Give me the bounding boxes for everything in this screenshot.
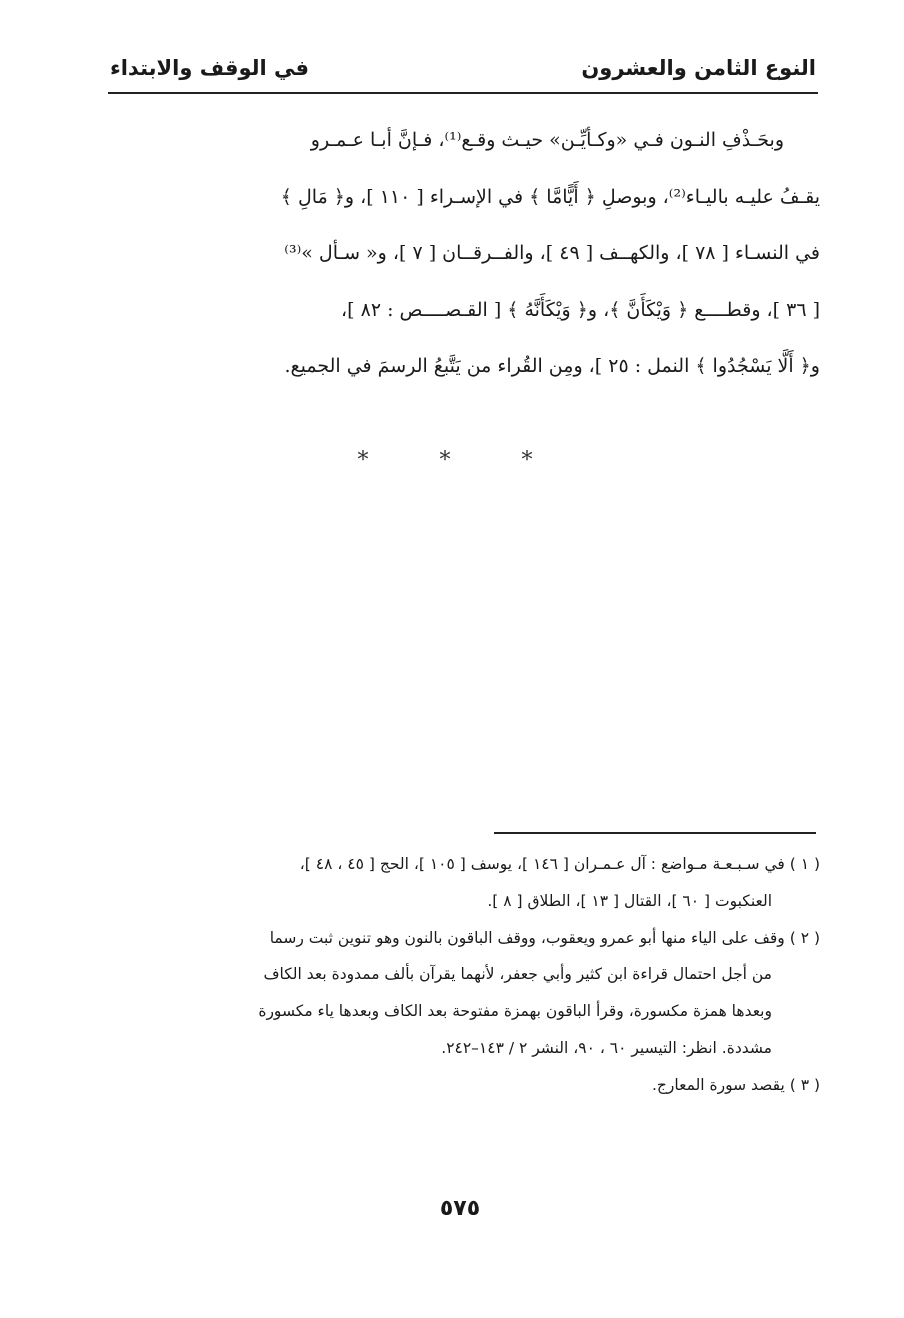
chapter-title: النوع الثامن والعشرون <box>581 56 816 80</box>
footnote-line: مشددة. انظر: التيسير ٦٠ ، ٩٠، النشر ٢ / ١٤٣–٢٤٢. <box>441 1038 772 1057</box>
footnote-1 <box>100 846 820 920</box>
footnote-line: العنكبوت [ ٦٠ ]، القتال [ ١٣ ]، الطلاق [ ٨ ]. <box>487 891 772 910</box>
main-text-line: وبحَـذْفِ النـون فـي «وكـأيِّـن» حيـث وقـع⁽¹⁾، فـإنَّ أبـا عـمـرو <box>310 129 784 151</box>
running-header <box>108 52 818 94</box>
footnote-3 <box>100 1067 820 1104</box>
footnote-line: من أجل احتمال قراءة ابن كثير وأبي جعفر، لأنهما يقرآن بألف ممدودة بعد الكاف <box>263 965 772 984</box>
main-text-line: [ ٣٦ ]، وقطــــع ﴿ وَيْكَأَنَّ ﴾، و﴿ وَيْكَأَنَّهُ ﴾ [ القـصــــص : ٨٢ ]، <box>341 298 820 321</box>
footnote-line: ( ٢ ) وقف على الياء منها أبو عمرو ويعقوب، ووقف الباقون بالنون وهو تنوين ثبت رسما <box>269 928 820 947</box>
footnote-line: ( ١ ) في سـبـعـة مـواضع : آل عـمـران [ ١٤٦ ]، يوسف [ ١٠٥ ]، الحج [ ٤٥ ، ٤٨ ]، <box>299 855 820 873</box>
page-number: ٥٧٥ <box>439 1196 481 1221</box>
main-text-line: يقـفُ عليـه باليـاء⁽²⁾، وبوصلِ ﴿ أَيًّامَّا ﴾ في الإسـراء [ ١١٠ ]، و﴿ مَالِ ﴾ <box>280 185 820 208</box>
section-title: في الوقف والابتداء <box>110 56 310 80</box>
section-separator: * * * <box>357 448 565 473</box>
footnote-divider <box>494 832 816 834</box>
main-text-line: في النسـاء [ ٧٨ ]، والكهــف [ ٤٩ ]، والفــرقــان [ ٧ ]، و« سـأل »⁽³⁾ <box>284 242 820 264</box>
main-text <box>100 112 820 395</box>
footnote-line: وبعدها همزة مكسورة، وقرأ الباقون بهمزة مفتوحة بعد الكاف وبعدها ياء مكسورة <box>258 1002 772 1021</box>
footnote-2 <box>100 920 820 1067</box>
main-text-line: و﴿ أَلَّا يَسْجُدُوا ﴾ النمل : ٢٥ ]، ومِن القُراء من يَتَّبعُ الرسمَ في الجميع. <box>284 355 820 377</box>
footnotes <box>100 846 820 1104</box>
footnote-line: ( ٣ ) يقصد سورة المعارج. <box>651 1075 820 1094</box>
